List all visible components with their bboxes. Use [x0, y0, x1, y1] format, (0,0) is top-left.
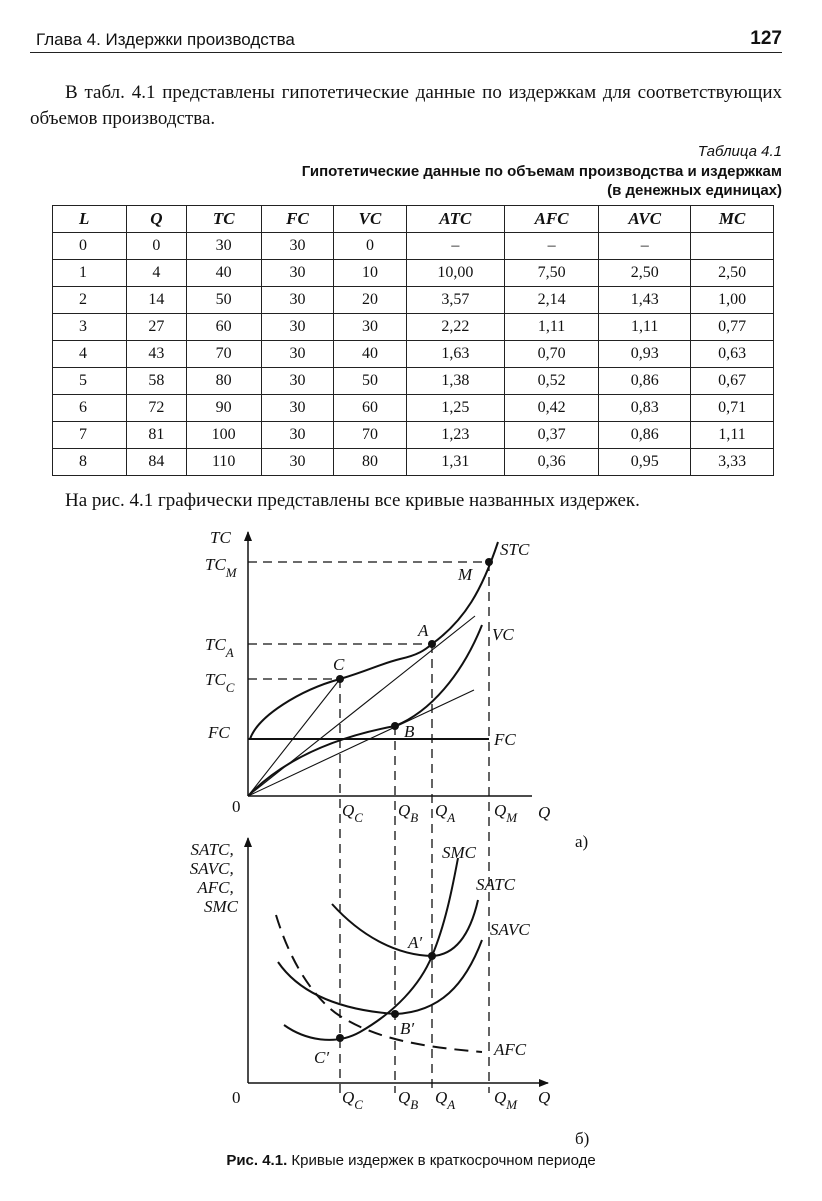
- smc-curve-label: SMC: [442, 843, 476, 862]
- chapter-title: Глава 4. Издержки производства: [36, 30, 295, 49]
- table-cell: 8: [53, 449, 127, 476]
- table-cell: 40: [334, 341, 407, 368]
- table-cell: 0,63: [691, 341, 774, 368]
- point-a: [428, 640, 436, 648]
- table-cell: 2,50: [691, 260, 774, 287]
- afc-curve: [276, 915, 482, 1052]
- tick-tcc: $TC_C$: [205, 670, 235, 695]
- column-header: FC: [261, 206, 334, 233]
- table-cell: 30: [261, 368, 334, 395]
- table-cell: 80: [334, 449, 407, 476]
- tick-tca: $TC_A$: [205, 635, 234, 660]
- table-cell: 2,22: [406, 314, 504, 341]
- table-cell: 1,00: [691, 287, 774, 314]
- table-cell: 50: [334, 368, 407, 395]
- table-cell: 1,63: [406, 341, 504, 368]
- point-b-label: B: [404, 722, 415, 741]
- point-b-prime: [391, 1010, 399, 1018]
- table-cell: 1,11: [691, 422, 774, 449]
- table-title-line2: (в денежных единицах): [607, 182, 782, 199]
- b-tick-qm: $Q_M$: [494, 1088, 518, 1112]
- vc-curve: [248, 625, 482, 796]
- savc-curve: [278, 940, 482, 1014]
- table-cell: 0,77: [691, 314, 774, 341]
- table-cell: 10,00: [406, 260, 504, 287]
- table-cell: 1: [53, 260, 127, 287]
- table-cell: 3,33: [691, 449, 774, 476]
- vc-curve-label: VC: [492, 625, 514, 644]
- bottom-y-axis-label: SATC, SAVC, AFC, SMC: [189, 840, 238, 916]
- table-cell: 30: [261, 287, 334, 314]
- stc-curve-label: STC: [500, 540, 530, 559]
- table-cell: 0,71: [691, 395, 774, 422]
- tick-qb: $Q_B$: [398, 801, 419, 825]
- table-cell: 1,43: [599, 287, 691, 314]
- b-tick-qc: $Q_C$: [342, 1088, 363, 1112]
- top-y-axis-label: TC: [210, 528, 231, 547]
- point-b-prime-label: B′: [400, 1019, 415, 1038]
- table-cell: 30: [261, 395, 334, 422]
- tick-qm: $Q_M$: [494, 801, 518, 825]
- table-cell: 30: [261, 233, 334, 260]
- table-cell: 1,25: [406, 395, 504, 422]
- top-guides: [248, 562, 489, 1093]
- table-cell: 30: [261, 341, 334, 368]
- savc-curve-label: SAVC: [490, 920, 530, 939]
- satc-curve-label: SATC: [476, 875, 516, 894]
- table-cell: 70: [186, 341, 261, 368]
- point-m: [485, 558, 493, 566]
- table-cell: 3: [53, 314, 127, 341]
- table-cell: 0,83: [599, 395, 691, 422]
- panel-b-label: б): [575, 1129, 590, 1148]
- top-origin-label: 0: [232, 797, 241, 816]
- table-cell: 100: [186, 422, 261, 449]
- column-header: MC: [691, 206, 774, 233]
- point-c: [336, 675, 344, 683]
- table-cell: 0,86: [599, 422, 691, 449]
- table-cell: –: [406, 233, 504, 260]
- figure-caption-label: Рис. 4.1.: [226, 1152, 288, 1169]
- table-cell: 5: [53, 368, 127, 395]
- table-cell: 70: [334, 422, 407, 449]
- table-cell: 60: [186, 314, 261, 341]
- table-cell: –: [504, 233, 598, 260]
- column-header: TC: [186, 206, 261, 233]
- table-number: Таблица 4.1: [697, 143, 782, 160]
- point-c-prime: [336, 1034, 344, 1042]
- table-cell: 90: [186, 395, 261, 422]
- point-b: [391, 722, 399, 730]
- column-header: Q: [127, 206, 187, 233]
- column-header: AVC: [599, 206, 691, 233]
- table-cell: 30: [334, 314, 407, 341]
- table-cell: 1,23: [406, 422, 504, 449]
- table-cell: 72: [127, 395, 187, 422]
- table-cell: 43: [127, 341, 187, 368]
- table-cell: 2,50: [599, 260, 691, 287]
- b-tick-qb: $Q_B$: [398, 1088, 419, 1112]
- table-cell: 0: [334, 233, 407, 260]
- table-cell: 4: [127, 260, 187, 287]
- point-c-prime-label: C′: [314, 1048, 330, 1067]
- bottom-origin-label: 0: [232, 1088, 241, 1107]
- table-title-line1: Гипотетические данные по объемам производства и издержкам: [301, 163, 782, 180]
- bottom-panel: [190, 838, 590, 1148]
- table-cell: 1,31: [406, 449, 504, 476]
- point-a-label: A: [418, 621, 429, 640]
- table-cell: 27: [127, 314, 187, 341]
- point-c-label: C: [333, 655, 345, 674]
- table-cell: 1,11: [599, 314, 691, 341]
- table-cell: 14: [127, 287, 187, 314]
- column-header: VC: [334, 206, 407, 233]
- column-header: ATC: [406, 206, 504, 233]
- satc-curve: [332, 900, 478, 956]
- top-x-axis-label: Q: [538, 803, 551, 822]
- table-cell: 0: [127, 233, 187, 260]
- tick-qc: $Q_C$: [342, 801, 363, 825]
- table-cell: 7,50: [504, 260, 598, 287]
- table-cell: 30: [261, 314, 334, 341]
- top-panel: [205, 528, 588, 1093]
- intro-paragraph: В табл. 4.1 представлены гипотетические данные по издержкам для соответствующих объемов производства.: [30, 82, 782, 129]
- table-cell: 30: [261, 449, 334, 476]
- table-cell: 60: [334, 395, 407, 422]
- table-cell: 3,57: [406, 287, 504, 314]
- table-cell: 84: [127, 449, 187, 476]
- figure-caption: [0, 1152, 822, 1169]
- table-cell: 0,93: [599, 341, 691, 368]
- table-cell: 30: [261, 260, 334, 287]
- afc-curve-label: AFC: [494, 1040, 527, 1059]
- table-cell: 80: [186, 368, 261, 395]
- figure-intro-paragraph: На рис. 4.1 графически представлены все кривые названных издержек.: [65, 490, 640, 511]
- table-cell: 0,67: [691, 368, 774, 395]
- table-cell: 110: [186, 449, 261, 476]
- panel-a-label: а): [575, 832, 589, 851]
- table-cell: 50: [186, 287, 261, 314]
- fc-curve-label: FC: [494, 730, 516, 749]
- page-number: 127: [750, 28, 782, 49]
- table-cell: 30: [186, 233, 261, 260]
- table-cell: 6: [53, 395, 127, 422]
- table-cell: 0,52: [504, 368, 598, 395]
- column-header: AFC: [504, 206, 598, 233]
- tick-tcm: $TC_M$: [205, 555, 237, 580]
- point-a-prime: [428, 952, 436, 960]
- point-m-label: M: [458, 565, 473, 584]
- table-cell: 0,95: [599, 449, 691, 476]
- table-cell: –: [599, 233, 691, 260]
- table-cell: 30: [261, 422, 334, 449]
- table-cell: 10: [334, 260, 407, 287]
- table-cell: 20: [334, 287, 407, 314]
- table-cell: 0,37: [504, 422, 598, 449]
- table-cell: 0,70: [504, 341, 598, 368]
- table-cell: 2: [53, 287, 127, 314]
- column-header: L: [53, 206, 127, 233]
- table-cell: 0,86: [599, 368, 691, 395]
- table-cell: 81: [127, 422, 187, 449]
- table-cell: 40: [186, 260, 261, 287]
- point-a-prime-label: A′: [408, 933, 423, 952]
- table-cell: 0: [53, 233, 127, 260]
- table-cell: 2,14: [504, 287, 598, 314]
- bottom-x-axis-label: Q: [538, 1088, 551, 1107]
- b-tick-qa: $Q_A$: [435, 1088, 456, 1112]
- table-cell: 7: [53, 422, 127, 449]
- table-cell: 58: [127, 368, 187, 395]
- figure-caption-text: Кривые издержек в краткосрочном периоде: [291, 1152, 596, 1169]
- table-cell: 0,36: [504, 449, 598, 476]
- table-cell: 1,38: [406, 368, 504, 395]
- tick-fc: FC: [208, 723, 230, 742]
- table-cell: 1,11: [504, 314, 598, 341]
- tick-qa: $Q_A$: [435, 801, 456, 825]
- table-cell: 4: [53, 341, 127, 368]
- table-cell: 0,42: [504, 395, 598, 422]
- ray-to-c: [248, 679, 340, 796]
